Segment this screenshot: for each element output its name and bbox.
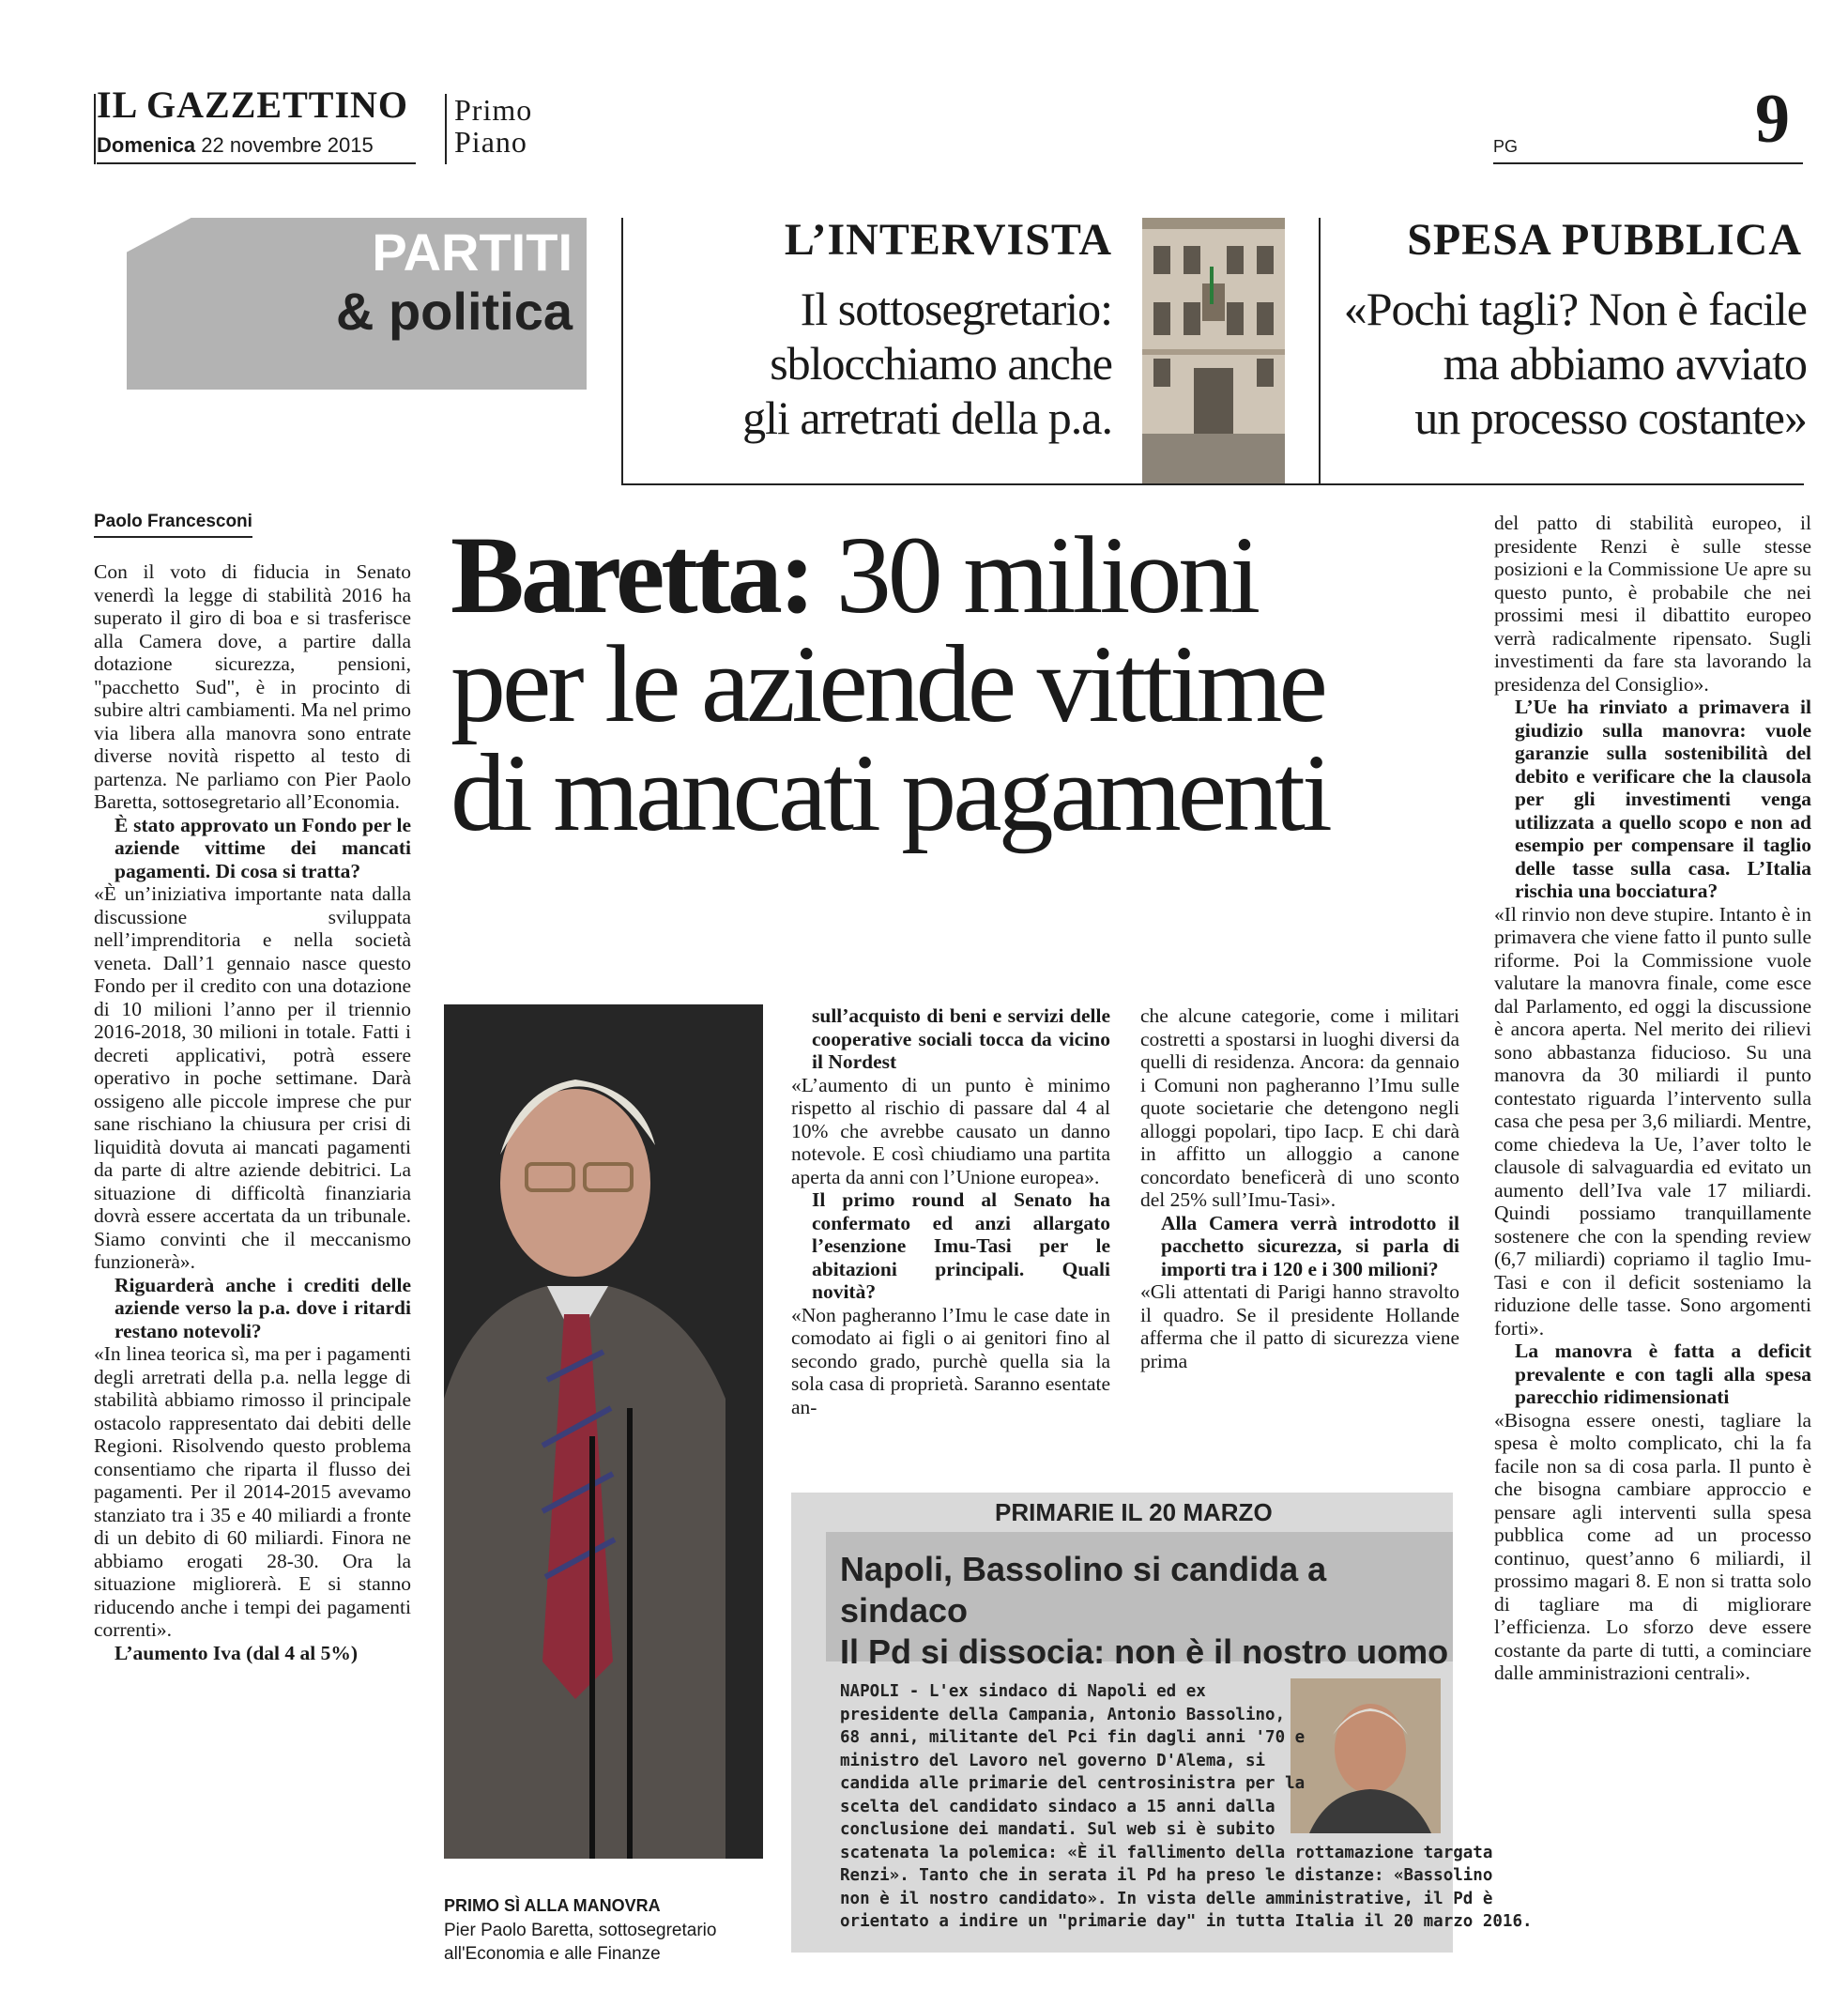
section-label: Primo Piano — [454, 93, 533, 159]
body-paragraph: «Non pagheranno l’Imu le case date in comodato ai figli o ai genitori fino al secondo grado, purchè quella sia la sola casa di proprietà. Saranno esentate an- — [791, 1303, 1110, 1418]
interview-question: Il primo round al Senato ha confermato ed anzi allargato l’esenzione Imu-Tasi per le abitazioni principali. Quali novità? — [812, 1188, 1110, 1303]
sidebar-line: conclusione dei mandati. Sul web si è subito — [840, 1820, 1275, 1839]
photo-caption-title: PRIMO SÌ ALLA MANOVRA — [444, 1896, 661, 1915]
sidebar-line: presidente della Campania, Antonio Bassolino, — [840, 1705, 1286, 1724]
page-number-underline — [1493, 162, 1803, 164]
body-paragraph: «Bisogna essere onesti, tagliare la spesa è molto complicato, chi la fa facile non sa di cosa parla. Il punto è che bisogna cambiare approccio e pensare agli interventi sulla spesa pubblica come ad un processo continuo, quest’anno 6 miliardi, il prossimo magari 8. E non si tratta solo di tagliare ma di migliorare l’efficienza. Lo sforzo deve essere costante da parte di tutti, a cominciare dalle amministrazioni centrali». — [1494, 1408, 1811, 1684]
sidebar-line: ministro del Lavoro nel governo D'Alema, si — [840, 1751, 1266, 1770]
section-rule — [445, 94, 447, 164]
interview-question: Riguarderà anche i crediti delle aziende verso la p.a. dove i ritardi restano notevoli? — [115, 1273, 411, 1342]
interview-question: Alla Camera verrà introdotto il pacchetto sicurezza, si parla di importi tra i 120 e i 300 milioni? — [1161, 1211, 1459, 1280]
main-headline: Baretta: 30 milioni per le aziende vittime di mancati pagamenti — [451, 513, 1329, 854]
sidebar-line: scatenata la polemica: «È il fallimento della rottamazione targata — [840, 1843, 1493, 1862]
body-paragraph: del patto di stabilità europeo, il presidente Renzi è sulle stesse posizioni e la Commissione Ue apre su questo punto, è probabile che nei prossimi mesi il dibattito europeo verrà radicalmente ripensato. Sugli investimenti da fare sta lavorando la presidenza del Consiglio». — [1494, 512, 1811, 696]
body-paragraph: «È un’iniziativa importante nata dalla discussione sviluppata nell’imprenditoria e nella società veneta. Dall’1 gennaio nasce questo Fondo per il credito con una dotazione di 10 milioni l’anno per il triennio 2016-2018, 30 milioni in totale. Fatti i decreti applicativi, potrà essere operativo in poche settimane. Darà ossigeno alle piccole imprese che pur sane rischiano la chiusura per crisi di liquidità dovuta ai mancati pagamenti da parte di altre aziende debitrici. La situazione di difficoltà finanziaria dovrà essere accertata da un tribunale. Siamo convinti che il meccanismo funzionerà». — [94, 882, 411, 1273]
interview-deck: Il sottosegretario: sblocchiamo anche gli arretrati della p.a. — [742, 283, 1112, 444]
sidebar-headline: Napoli, Bassolino si candida a sindaco Il Pd si dissocia: non è il nostro uomo — [840, 1550, 1449, 1671]
sidebar-line: orientato a indire un "primarie day" in tutta Italia il 20 marzo 2016. — [840, 1912, 1533, 1931]
interview-question: La manovra è fatta a deficit prevalente e con tagli alla spesa parecchio ridimensionati — [1515, 1340, 1811, 1408]
sidebar-body — [840, 1680, 1533, 1934]
sidebar-line: NAPOLI - L'ex sindaco di Napoli ed ex — [840, 1682, 1206, 1701]
page-code: PG — [1493, 137, 1519, 156]
speaker-illustration — [444, 1004, 763, 1859]
body-paragraph: che alcune categorie, come i militari costretti a spostarsi in luoghi diversi da quelli di residenza. Ancora: da gennaio i Comuni non pagheranno l’Imu sulle quote societarie che detengono negli alloggi popolari, tipo Iacp. E chi darà in affitto un alloggio a canone concordato beneficerà di uno sconto del 25% sull’Imu-Tasi». — [1140, 1004, 1459, 1211]
interview-question: L’aumento Iva (dal 4 al 5%) — [115, 1641, 359, 1664]
rubric-title: PARTITI — [372, 222, 573, 282]
palace-illustration — [1142, 218, 1285, 483]
body-paragraph: «Il rinvio non deve stupire. Intanto è in primavera che viene fatto il punto sulle riforme. Poi la Commissione vuole valutare la manovra finale, come esce dal Parlamento, ed oggi la discussione è ancora aperta. Nel merito dei rilievi sono abbastanza fiducioso. Su una manovra da 30 miliardi il punto contestato riguarda l’intervento sulla casa che pesa per 3,6 miliardi. Mentre, come chiedeva la Ue, l’aver tolto le clausole di salvaguardia ed evitato un aumento dell’Iva vale 17 miliardi. Quindi possiamo tranquillamente sostenere che con la spending review (6,7 miliardi) copriamo il taglio Imu-Tasi e con il deficit sosteniamo la riduzione delle tasse. Sono argomenti forti». — [1494, 902, 1811, 1340]
page-number: 9 — [1755, 81, 1790, 158]
body-paragraph: «Gli attentati di Parigi hanno stravolto il quadro. Se il presidente Hollande afferma che il patto di sicurezza viene prima — [1140, 1280, 1459, 1372]
sidebar-line: scelta del candidato sindaco a 15 anni dalla — [840, 1797, 1275, 1816]
interview-question: sull’acquisto di beni e servizi delle cooperative sociali tocca da vicino il Nordest — [812, 1004, 1110, 1073]
interview-question: È stato approvato un Fondo per le aziende vittime dei mancati pagamenti. Di cosa si tratta? — [115, 813, 411, 882]
palace-photo — [1142, 218, 1285, 483]
masthead-rule-left — [94, 94, 96, 164]
issue-date: Domenica 22 novembre 2015 — [97, 133, 374, 157]
baretta-photo — [444, 1004, 763, 1859]
photo-caption: Pier Paolo Baretta, sottosegretario all'Economia e alle Finanze — [444, 1921, 717, 1964]
box-border-bottom — [621, 483, 1804, 485]
sidebar-line: non è il nostro candidato». In vista delle amministrative, il Pd è — [840, 1889, 1493, 1908]
newspaper-name: IL GAZZETTINO — [97, 84, 409, 126]
sidebar-line: candida alle primarie del centrosinistra per la — [840, 1774, 1306, 1793]
sidebar-kicker: PRIMARIE IL 20 MARZO — [995, 1498, 1273, 1526]
body-paragraph: «In linea teorica sì, ma per i pagamenti degli arretrati della p.a. nella legge di stabilità abbiamo rimosso il principale ostacolo rappresentato dai debiti delle Regioni. Risolvendo questo problema consentiamo che riparta il flusso dei pagamenti. Per il 2014-2015 avevamo stanziato tra i 35 e 40 miliardi a fronte di un debito di 60 miliardi. Finora ne abbiamo erogati 28-30. Ora la situazione migliorerà. E si stanno riducendo anche i tempi dei pagamenti correnti». — [94, 1342, 411, 1641]
body-paragraph: Con il voto di fiducia in Senato venerdì la legge di stabilità 2016 ha superato il giro di boa e si trasferisce alla Camera dove, a partire dalla dotazione sicurezza, pensioni, "pacchetto Sud", è in procinto di subire altri cambiamenti. Ma nel primo via libera alla manovra sono entrate diverse novità rispetto al testo di partenza. Ne parliamo con Pier Paolo Baretta, sottosegretario all’Economia. — [94, 560, 411, 813]
byline: Paolo Francesconi — [94, 512, 252, 538]
rubric-subtitle: & politica — [335, 282, 573, 341]
body-paragraph: «L’aumento di un punto è minimo rispetto al rischio di passare dal 4 al 10% che avrebbe causato un danno notevole. E così chiudiamo una partita aperta da anni con l’Unione europea». — [791, 1073, 1110, 1188]
masthead-underline — [97, 162, 416, 164]
article-column-2 — [791, 1004, 1110, 1418]
spending-deck: «Pochi tagli? Non è facile ma abbiamo avviato un processo costante» — [1343, 283, 1807, 444]
interview-kicker: L’INTERVISTA — [784, 215, 1112, 265]
interview-question: L’Ue ha rinviato a primavera il giudizio sulla manovra: vuole garanzie sulla sostenibilità del debito e verificare che la clausola per gli investimenti venga utilizzata a quello scopo e non ad esempio per compensare il taglio delle tasse sulla casa. L’Italia rischia una bocciatura? — [1515, 696, 1811, 902]
article-column-1 — [94, 560, 411, 1664]
article-column-4 — [1494, 512, 1811, 1685]
box-border-divider — [1319, 218, 1321, 485]
spending-kicker: SPESA PUBBLICA — [1407, 215, 1802, 265]
article-column-3 — [1140, 1004, 1459, 1372]
sidebar-line: 68 anni, militante del Pci fin dagli anni '70 e — [840, 1728, 1306, 1747]
sidebar-line: Renzi». Tanto che in serata il Pd ha preso le distanze: «Bassolino — [840, 1866, 1493, 1885]
box-border-left — [621, 218, 623, 485]
